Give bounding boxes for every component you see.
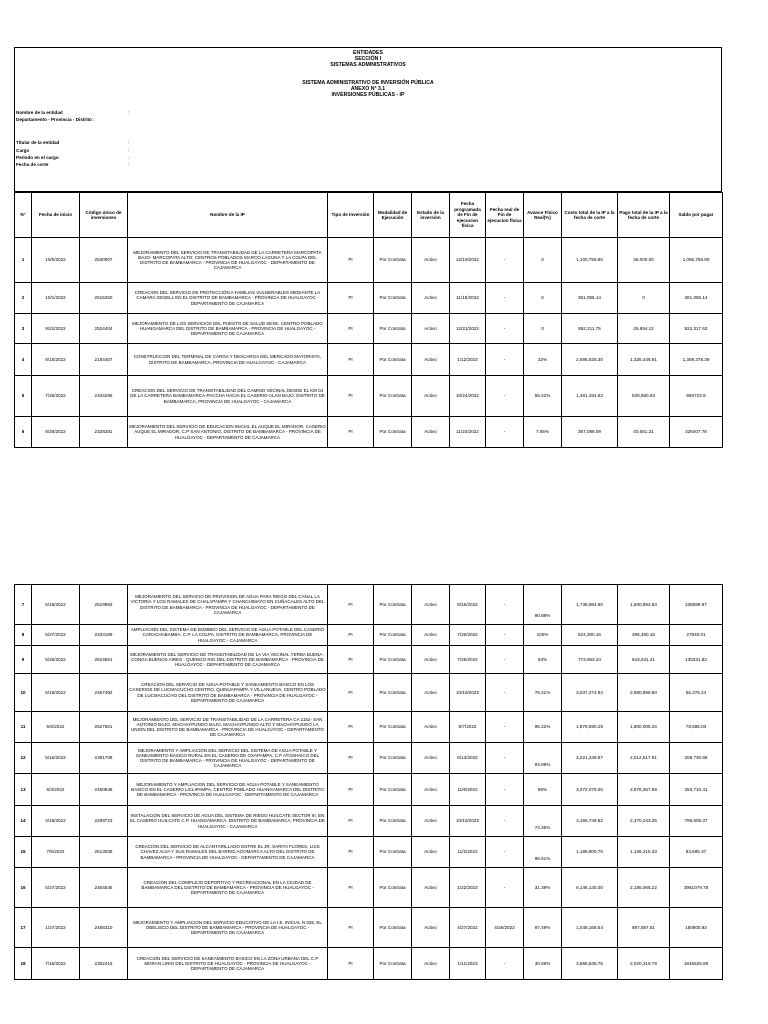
row-number: 17 [15, 908, 32, 948]
fecha-programada: 10/15/2022 [450, 806, 486, 837]
nombre-ip: INSTALACION DEL SERVICIO DE AGUA DEL SISTEMA DE RIEGO HUILCATE SECTOR III, EN EL CASERIO HUILCATE C.P. HUANGAMARCA, DISTRITO DE BAMBAMARCA, PROVINCIA DE HUALGAYOC - CAJAMARCA [128, 806, 328, 837]
meta-fecha-corte: Fecha de corte : [16, 162, 130, 167]
row-number: 3 [15, 314, 32, 344]
table-row [15, 314, 723, 344]
fecha-programada: 7/26/2022 [450, 625, 486, 646]
pago-total: 35,000.00 [618, 238, 670, 283]
row-number: 6 [15, 417, 32, 448]
nombre-ip: MEJORAMIENTO DEL SERVICIO DE TRANSITABILIDAD DE LA CARRETERA CA 1152- SAN ANTONIO BAJO, MACHAYPUNGO BAJO, MACHAYPUNGO ALTO Y MACHAYPUNGO LA UNION DEL DISTRITO DE BAMBAMARCA - PROVINCIA DE HUALGAYOC - DEPARTAMENTO DE CAJAMARCA [128, 712, 328, 743]
estado-inversion: Activo [412, 344, 450, 376]
saldo-por-pagar: 78,585.03 [670, 712, 723, 743]
modalidad-ejecucion: Por Contrata [374, 868, 412, 908]
column-header: Avance Físico Real(%) [524, 193, 562, 238]
pago-total: 643,631.41 [618, 646, 670, 674]
tipo-inversion: PI [328, 585, 374, 625]
fecha-programada: 8/13/2022 [450, 743, 486, 774]
estado-inversion: Activo [412, 868, 450, 908]
costo-total: 2,695,825.30 [562, 344, 618, 376]
estado-inversion: Activo [412, 774, 450, 806]
estado-inversion: Activo [412, 585, 450, 625]
modalidad-ejecucion: Por Contrata [374, 238, 412, 283]
fecha-inicio: 5/6/2022 [32, 712, 80, 743]
fecha-real: - [486, 774, 524, 806]
fecha-programada: 1/22/2023 [450, 868, 486, 908]
avance-fisico: 96.22% [524, 712, 562, 743]
tipo-inversion: PI [328, 238, 374, 283]
avance-fisico: 89% [524, 774, 562, 806]
codigo-unico: 2334295 [80, 376, 128, 417]
estado-inversion: Activo [412, 908, 450, 948]
meta-periodo: Periodo en el cargo : [16, 155, 130, 160]
table-header-row [15, 193, 723, 238]
saldo-por-pagar: 1,065,756.90 [670, 238, 723, 283]
pago-total: 2,978,367.59 [618, 774, 670, 806]
modalidad-ejecucion: Por Contrata [374, 646, 412, 674]
table-row [15, 774, 723, 806]
row-number: 12 [15, 743, 32, 774]
avance-fisico: 100% [524, 625, 562, 646]
fecha-real: - [486, 417, 524, 448]
modalidad-ejecucion: Por Contrata [374, 417, 412, 448]
saldo-por-pagar: 795,506.37 [670, 806, 723, 837]
fecha-programada: 11/6/2022 [450, 774, 486, 806]
estado-inversion: Activo [412, 417, 450, 448]
fecha-programada: 4/27/2022 [450, 908, 486, 948]
avance-fisico: 30.68% [524, 948, 562, 980]
modalidad-ejecucion: Por Contrata [374, 344, 412, 376]
avance-fisico: 7.65% [524, 417, 562, 448]
avance-fisico: 90.88% [524, 585, 562, 625]
row-number: 16 [15, 868, 32, 908]
modalidad-ejecucion: Por Contrata [374, 712, 412, 743]
row-number: 18 [15, 948, 32, 980]
fecha-inicio: 7/5/2022 [32, 837, 80, 868]
estado-inversion: Activo [412, 283, 450, 314]
nombre-ip: CREACION DEL SERVICIO DE ALCANTARILLADO ENTRE EL JR. SARITA FLORES, LUIS CHAVEZ ALVA Y SUS RAMALES DEL BARRIO AGOMARCA ALTO DEL DISTRITO DE BAMBAMARCA - PROVINCIA DE HUALGAYOC - DEPARTAMENTO DE CAJAMARCA [128, 837, 328, 868]
fecha-inicio: 5/27/2022 [32, 868, 80, 908]
costo-total: 1,189,800.70 [562, 837, 618, 868]
fecha-inicio: 1/27/2022 [32, 908, 80, 948]
codigo-unico: 2464545 [80, 868, 128, 908]
table-row [15, 376, 723, 417]
costo-total: 1,100,756.90 [562, 238, 618, 283]
costo-total: 361,056.14 [562, 283, 618, 314]
column-header: Fecha programada de Fin de ejecucion física [450, 193, 486, 238]
fecha-real: 4/26/2022 [486, 908, 524, 948]
avance-fisico: 93% [524, 646, 562, 674]
fecha-programada: 8/16/2022 [450, 585, 486, 625]
inversiones-table-1 [14, 192, 723, 448]
estado-inversion: Activo [412, 314, 450, 344]
saldo-por-pagar: 56,375.24 [670, 674, 723, 712]
modalidad-ejecucion: Por Contrata [374, 908, 412, 948]
row-number: 13 [15, 774, 32, 806]
costo-total: 1,048,168.54 [562, 908, 618, 948]
fecha-inicio: 4/18/2022 [32, 806, 80, 837]
fecha-real: - [486, 238, 524, 283]
tipo-inversion: PI [328, 646, 374, 674]
column-header: Pago total de la IP a la fecha de corte [618, 193, 670, 238]
tipo-inversion: PI [328, 743, 374, 774]
title-seccion: SECCIÓN I [354, 56, 382, 62]
table-row [15, 646, 723, 674]
table-row [15, 283, 723, 314]
table-row [15, 712, 723, 743]
tipo-inversion: PI [328, 314, 374, 344]
costo-total: 3,037,274.84 [562, 674, 618, 712]
row-number: 9 [15, 646, 32, 674]
nombre-ip: CREACION DEL SERVICIO DE TRANSITABILIDAD DEL CAMINO VECINAL DESDE EL KM 04 DE LA CARRETERA BAMBAMARCA-PACCHA HACIA EL CASERIO-ALAN BAJO, DISTRITO DE BAMBAMARCA, PROVINCIA DE HUALGAYOC - CAJAMARCA [128, 376, 328, 417]
column-header: Estado de la inversión [412, 193, 450, 238]
fecha-programada: 8/7/2022 [450, 712, 486, 743]
title-inversiones: INVERSIONES PÚBLICAS - IP [331, 92, 405, 98]
avance-fisico: 59.42% [524, 376, 562, 417]
costo-total: 1,738,984.80 [562, 585, 618, 625]
avance-fisico: 97.49% [524, 908, 562, 948]
costo-total: 3,866,845.76 [562, 948, 618, 980]
fecha-inicio: 9/22/2022 [32, 314, 80, 344]
costo-total: 3,372,078.00 [562, 774, 618, 806]
estado-inversion: Activo [412, 238, 450, 283]
title-entidades: ENTIDADES [353, 50, 383, 56]
row-number: 15 [15, 837, 32, 868]
meta-departamento: Departamento - Provincia - Distrito : [16, 117, 95, 122]
modalidad-ejecucion: Por Contrata [374, 674, 412, 712]
saldo-por-pagar: 130331.83 [670, 646, 723, 674]
tipo-inversion: PI [328, 868, 374, 908]
codigo-unico: 2456310 [80, 908, 128, 948]
row-number: 4 [15, 344, 32, 376]
tipo-inversion: PI [328, 774, 374, 806]
modalidad-ejecucion: Por Contrata [374, 948, 412, 980]
fecha-programada: 10/16/2022 [450, 674, 486, 712]
fecha-programada: 11/2/2022 [450, 837, 486, 868]
fecha-inicio: 5/26/2022 [32, 646, 80, 674]
codigo-unico: 2269723 [80, 806, 128, 837]
codigo-unico: 2328281 [80, 417, 128, 448]
row-number: 8 [15, 625, 32, 646]
pago-total: 897,567.61 [618, 908, 670, 948]
tipo-inversion: PI [328, 712, 374, 743]
table-row [15, 806, 723, 837]
fecha-inicio: 7/26/2022 [32, 376, 80, 417]
nombre-ip: MEJORAMIENTO DEL SERVICIO DE TRANSITABILIDAD DE LA CARRETERA MARCOPATA BAJO- MARCOPATA ALTO; CENTROS POBLADOS MARCO LAGUNA Y LA COLPA DEL DISTRITO DE BAMBAMARCA - PROVINCIA DE HUALGAYOC - DEPARTAMENTO DE CAJAMARCA [128, 238, 328, 283]
pago-total: 496,460.15 [618, 625, 670, 646]
fecha-inicio: 8/26/2022 [32, 417, 80, 448]
column-header: Código único de inversiones [80, 193, 128, 238]
codigo-unico: 2515250 [80, 283, 128, 314]
codigo-unico: 2524404 [80, 314, 128, 344]
codigo-unico: 2381708 [80, 743, 128, 774]
estado-inversion: Activo [412, 376, 450, 417]
nombre-ip: CREACION DEL COMPLEJO DEPORTIVO Y RECREACIONAL EN LA CIUDAD DE BAMBAMARCA DEL DISTRITO DE BAMBAMARCA - PROVINCIA DE HUALGAYOC - DEPARTAMENTO DE CAJAMARCA [128, 868, 328, 908]
header-frame [14, 47, 722, 192]
table-row [15, 417, 723, 448]
nombre-ip: MEJORAMIENTO DEL SERVICIO DE TRANSITABILIDAD DE LA VIA VECINAL YERBA BUENA - CONGA BUENOS AIRES - QUENGO RIO DEL DISTRITO DE BAMBAMARCA - PROVINCIA DE HUALGAYOC - DEPARTAMENTO DE CAJAMARCA [128, 646, 328, 674]
fecha-programada: 11/15/2022 [450, 283, 486, 314]
table-row [15, 585, 723, 625]
fecha-programada: 11/24/2022 [450, 417, 486, 448]
pago-total: 1,106,215.33 [618, 837, 670, 868]
saldo-por-pagar: 27840.01 [670, 625, 723, 646]
pago-total: 2,012,517.91 [618, 743, 670, 774]
table-row [15, 868, 723, 908]
codigo-unico: 2530007 [80, 238, 128, 283]
avance-fisico: 32% [524, 344, 562, 376]
column-header: Fecha real de Fin de ejecucion física [486, 193, 524, 238]
pago-total: 2,020,319.78 [618, 948, 670, 980]
modalidad-ejecucion: Por Contrata [374, 376, 412, 417]
tipo-inversion: PI [328, 283, 374, 314]
estado-inversion: Activo [412, 837, 450, 868]
tipo-inversion: PI [328, 806, 374, 837]
nombre-ip: CREACION DEL SERVICIO DE PROTECCIÓN A FAMILIAS VULNERABLES MEDIANTE LA CAMARA GESELL EN EL DISTRITO DE BAMBAMARCA - PROVINCIA DE HUALGAYOC - DEPARTAMENTO DE CAJAMARCA [128, 283, 328, 314]
codigo-unico: 2519893 [80, 585, 128, 625]
fecha-inicio: 5/16/2022 [32, 743, 80, 774]
fecha-real: - [486, 743, 524, 774]
fecha-inicio: 6/3/2022 [32, 774, 80, 806]
nombre-ip: MEJORAMIENTO Y AMPLIACION DEL SERVICIO EDUCATIVO DE LA I.E. INICIAL N 535, EL OBELISCO DEL DISTRITO DE BAMBAMARCA - PROVINCIA DE HUALGAYOC - DEPARTAMENTO DE CAJAMARCA [128, 908, 328, 948]
table-row [15, 238, 723, 283]
costo-total: 1,878,590.29 [562, 712, 618, 743]
row-number: 11 [15, 712, 32, 743]
codigo-unico: 2362415 [80, 948, 128, 980]
nombre-ip: MEJORAMIENTO DEL SERVICIO DE EDUCACION INICIAL EL AUQUE EL MIRADOR, CASERIO AUQUE EL MIRADOR, C.P SAN ANTONIO, DISTRITO DE BAMBAMARCA - PROVINCIA DE HUALGAYOC - DEPARTAMENTO DE CAJAMARCA [128, 417, 328, 448]
column-header: Tipo de Inversión [328, 193, 374, 238]
table-row [15, 674, 723, 712]
avance-fisico: 31.39% [524, 868, 562, 908]
tipo-inversion: PI [328, 837, 374, 868]
saldo-por-pagar: 3961079.78 [670, 868, 723, 908]
avance-fisico: 0 [524, 314, 562, 344]
fecha-real: - [486, 712, 524, 743]
column-header: Nombre de la IP [128, 193, 328, 238]
estado-inversion: Activo [412, 712, 450, 743]
fecha-real: - [486, 948, 524, 980]
fecha-programada: 1/12/2023 [450, 344, 486, 376]
column-header: Fecha de inicio [32, 193, 80, 238]
fecha-real: - [486, 585, 524, 625]
title-sistema-inversion: SISTEMA ADMINISTRATIVO DE INVERSIÓN PÚBLICA [302, 80, 434, 86]
costo-total: 524,300.16 [562, 625, 618, 646]
row-number: 5 [15, 376, 32, 417]
codigo-unico: 2184457 [80, 344, 128, 376]
pago-total: 530,560.63 [618, 376, 670, 417]
tipo-inversion: PI [328, 908, 374, 948]
saldo-por-pagar: 361,056.14 [670, 283, 723, 314]
modalidad-ejecucion: Por Contrata [374, 585, 412, 625]
pago-total: 0 [618, 283, 670, 314]
tipo-inversion: PI [328, 376, 374, 417]
fecha-programada: 1/11/2023 [450, 948, 486, 980]
estado-inversion: Activo [412, 674, 450, 712]
estado-inversion: Activo [412, 625, 450, 646]
meta-entidad: Nombre de la entidad : [16, 110, 130, 115]
tipo-inversion: PI [328, 948, 374, 980]
costo-total: 773,963.24 [562, 646, 618, 674]
fecha-real: - [486, 314, 524, 344]
row-number: 1 [15, 238, 32, 283]
inversiones-table-2 [14, 584, 723, 980]
fecha-inicio: 8/15/2022 [32, 344, 80, 376]
nombre-ip: CREACION DEL SERVICIO DE SANEAMIENTO BASICO EN LA ZONA URBANA DEL C.P MORAN LIRIO DEL DISTRITO DE HUALGAYOC - PROVINCIA DE HUALGAYOC - DEPARTAMENTO DE CAJAMARCA [128, 948, 328, 980]
codigo-unico: 2457492 [80, 674, 128, 712]
costo-total: 952,211.75 [562, 314, 618, 344]
saldo-por-pagar: 208,730.66 [670, 743, 723, 774]
modalidad-ejecucion: Por Contrata [374, 806, 412, 837]
pago-total: 1,800,005.26 [618, 712, 670, 743]
codigo-unico: 2524561 [80, 646, 128, 674]
nombre-ip: CREACION DEL SERVICIO DE AGUA POTABLE Y SANEAMIENTO BASICO EN LOS CASERIOS DE LUCMACUCHO CENTRO, QUINUAPAMPA Y VILLANUEVA, CENTRO POBLADO DE LUCMACUCHO DEL DISTRITO DE BAMBAMARCA - PROVINCIA DE HUALGAYOC - DEPARTAMENTO DE CAJAMARCA [128, 674, 328, 712]
nombre-ip: AMPLIACION DEL SISTEMA DE BOMBEO DEL SERVICIO DE AGUA POTABLE DEL CASERIO CARACHABAMBA, C.P. LA COLPA, DISTRITO DE BAMBAMARCA, PROVINCIA DE HUALGAYOC - CAJAMARCA [128, 625, 328, 646]
pago-total: 29,894.12 [618, 314, 670, 344]
costo-total: 2,221,248.57 [562, 743, 618, 774]
costo-total: 1,481,284.53 [562, 376, 618, 417]
meta-cargo: Cargo : [16, 148, 130, 153]
fecha-real: - [486, 344, 524, 376]
pago-total: 2,185,065.22 [618, 868, 670, 908]
saldo-por-pagar: 950723.9 [670, 376, 723, 417]
fecha-programada: 7/29/2022 [450, 646, 486, 674]
tipo-inversion: PI [328, 625, 374, 646]
fecha-real: - [486, 625, 524, 646]
codigo-unico: 2460848 [80, 774, 128, 806]
column-header: Modalidad de Ejecución [374, 193, 412, 238]
table-row [15, 908, 723, 948]
estado-inversion: Activo [412, 948, 450, 980]
saldo-por-pagar: 1846525.98 [670, 948, 723, 980]
saldo-por-pagar: 393,710.41 [670, 774, 723, 806]
fecha-inicio: 10/5/2022 [32, 238, 80, 283]
nombre-ip: MEJORAMIENTO Y AMPLIACION DEL SERVICIO DE AGUA POTABLE Y SANEAMIENTO BASICO EN EL CASERIO LICLIPAMPA, CENTRO POBLADO HUANGAMARCA DEL DISTRITO DE BAMBAMARCA - PROVINCIA DE HUALGAYOC - DEPARTAMENTO DE CAJAMARCA [128, 774, 328, 806]
table-row [15, 837, 723, 868]
table-row [15, 743, 723, 774]
fecha-real: - [486, 806, 524, 837]
meta-titular: Titular de la entidad : [16, 140, 130, 145]
nombre-ip: MEJORAMIENTO Y AMPLIACION DEL SERVICIO DEL SISTEMA DE AGUA POTABLE Y SANEAMIENTO BASICO RURAL EN EL CASERIO DE OXAPAMPA, C.P ATOSHAICO DEL DISTRITO DE BAMBAMARCA - PROVINCIA DE HUALGAYOC - DEPARTAMENTO DE CAJAMARCA [128, 743, 328, 774]
pago-total: 2,370,243.25 [618, 806, 670, 837]
nombre-ip: CONSTRUCCION DEL TERMINAL DE CARGA Y DESCARGA DEL MERCADO MAYORISTA, DISTRITO DE BAMBAMARCA, PROVINCIA DE HUALGAYOC - CAJAMARCA [128, 344, 328, 376]
estado-inversion: Activo [412, 646, 450, 674]
fecha-programada: 12/21/2022 [450, 314, 486, 344]
avance-fisico: 96.61% [524, 837, 562, 868]
fecha-programada: 12/19/2022 [450, 238, 486, 283]
fecha-real: - [486, 837, 524, 868]
avance-fisico: 79.41% [524, 674, 562, 712]
title-anexo: ANEXO N° 3.1 [350, 86, 386, 92]
codigo-unico: 2513035 [80, 837, 128, 868]
pago-total: 2,980,899.60 [618, 674, 670, 712]
row-number: 10 [15, 674, 32, 712]
avance-fisico: 74.35% [524, 806, 562, 837]
modalidad-ejecucion: Por Contrata [374, 283, 412, 314]
fecha-real: - [486, 868, 524, 908]
avance-fisico: 93.89% [524, 743, 562, 774]
table-row [15, 344, 723, 376]
column-header: Saldo por pagar [670, 193, 723, 238]
pago-total: 40,681.31 [618, 417, 670, 448]
row-number: 7 [15, 585, 32, 625]
fecha-inicio: 7/15/2022 [32, 948, 80, 980]
modalidad-ejecucion: Por Contrata [374, 774, 412, 806]
avance-fisico: 0 [524, 283, 562, 314]
nombre-ip: MEJORAMIENTO DE LOS SERVICIOS DEL PUESTO DE SALUD SEXE, CENTRO POBLADO HUANGAMARCA DEL DISTRITO DE BAMBAMARCA - PROVINCIA DE HUALGAYOC - DEPARTAMENTO DE CAJAMARCA [128, 314, 328, 344]
costo-total: 6,146,145.00 [562, 868, 618, 908]
fecha-real: - [486, 376, 524, 417]
table-row [15, 625, 723, 646]
saldo-por-pagar: 238089.97 [670, 585, 723, 625]
saldo-por-pagar: 150600.93 [670, 908, 723, 948]
title-sistemas: SISTEMAS ADMINISTRATIVOS [330, 62, 406, 68]
fecha-inicio: 5/27/2022 [32, 625, 80, 646]
table-row [15, 948, 723, 980]
estado-inversion: Activo [412, 743, 450, 774]
pago-total: 1,326,446.91 [618, 344, 670, 376]
estado-inversion: Activo [412, 806, 450, 837]
row-number: 14 [15, 806, 32, 837]
codigo-unico: 2527561 [80, 712, 128, 743]
saldo-por-pagar: 326407.78 [670, 417, 723, 448]
fecha-inicio: 5/19/2022 [32, 674, 80, 712]
tipo-inversion: PI [328, 344, 374, 376]
tipo-inversion: PI [328, 674, 374, 712]
fecha-programada: 10/24/2022 [450, 376, 486, 417]
modalidad-ejecucion: Por Contrata [374, 743, 412, 774]
codigo-unico: 2333189 [80, 625, 128, 646]
saldo-por-pagar: 83,585.37 [670, 837, 723, 868]
modalidad-ejecucion: Por Contrata [374, 625, 412, 646]
row-number: 2 [15, 283, 32, 314]
tipo-inversion: PI [328, 417, 374, 448]
fecha-real: - [486, 646, 524, 674]
saldo-por-pagar: 922,317.63 [670, 314, 723, 344]
modalidad-ejecucion: Por Contrata [374, 837, 412, 868]
costo-total: 3,165,749.62 [562, 806, 618, 837]
nombre-ip: MEJORAMIENTO DEL SERVICIO DE PROVISION DE AGUA PARA RIEGO DEL CANAL LA VICTORIA Y LOS RAMALES DE CHALAPAMPA Y CHANCHIMAYO EN CUÑACALES ALTO DEL DISTRITO DE BAMBAMARCA - PROVINCIA DE HUALGAYOC - DEPARTAMENTO DE CAJAMARCA [128, 585, 328, 625]
fecha-real: - [486, 283, 524, 314]
pago-total: 1,500,894.83 [618, 585, 670, 625]
fecha-inicio: 10/1/2022 [32, 283, 80, 314]
avance-fisico: 0 [524, 238, 562, 283]
modalidad-ejecucion: Por Contrata [374, 314, 412, 344]
costo-total: 367,089.09 [562, 417, 618, 448]
fecha-inicio: 5/18/2022 [32, 585, 80, 625]
fecha-real: - [486, 674, 524, 712]
saldo-por-pagar: 1,369,378.39 [670, 344, 723, 376]
column-header: N° [15, 193, 32, 238]
column-header: Costo total de la IP a la fecha de corte [562, 193, 618, 238]
